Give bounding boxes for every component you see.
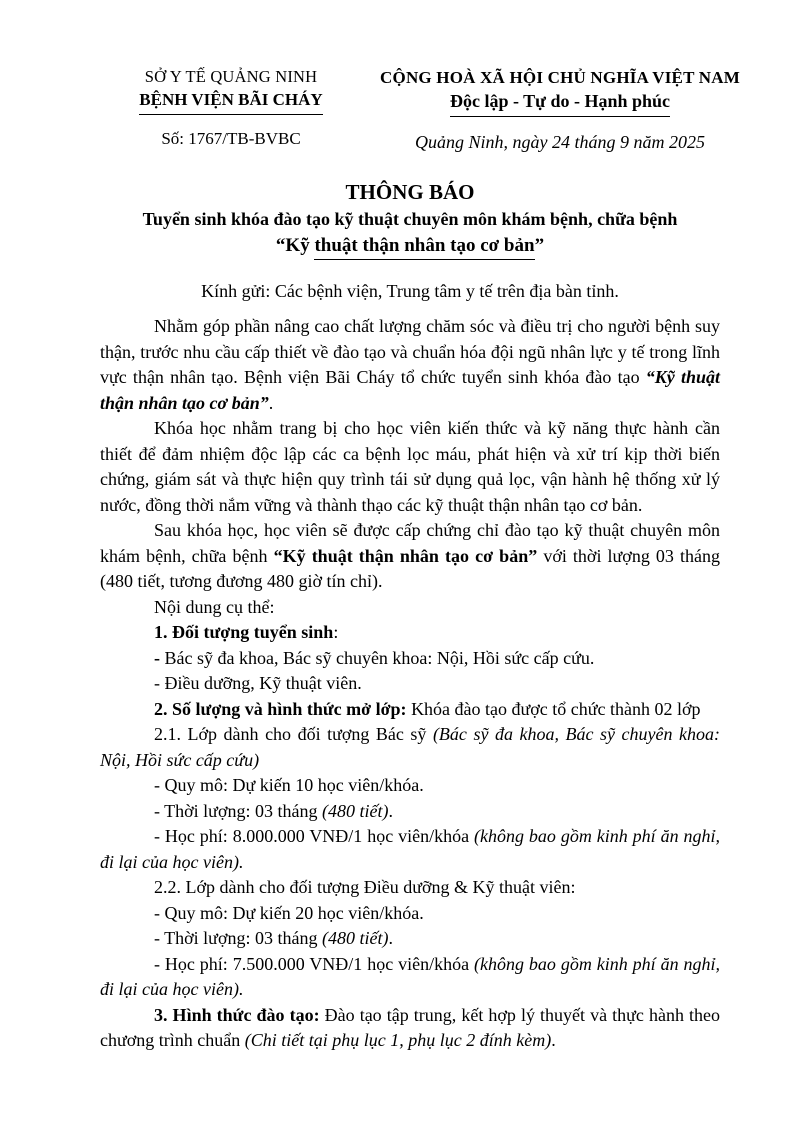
document-subtitle: Tuyển sinh khóa đào tạo kỹ thuật chuyên môn khám bệnh, chữa bệnh [142,209,678,229]
department-name: SỞ Y TẾ QUẢNG NINH [144,67,318,86]
paragraph-course-goal: Khóa học nhằm trang bị cho học viên kiến thức và kỹ năng thực hành cần thiết để đảm nhiệm độc lập các ca bệnh lọc máu, phát hiện và xử trí kịp thời biến chứng, giám sát và thực hiện quy trình tái sử dụng quả lọc, vận hành hệ thống xử lý nước, đồng thời nắm vững và thành thạo các kỹ thuật thận nhân tạo cơ bản. [100,418,720,515]
section1-item-doctors: - Bác sỹ đa khoa, Bác sỹ chuyên khoa: Nội, Hồi sức cấp cứu. [154,647,595,668]
national-title: CỘNG HOÀ XÃ HỘI CHỦ NGHĨA VIỆT NAM [380,68,740,87]
hospital-name: BỆNH VIỆN BÃI CHÁY [108,88,354,115]
national-header-block [370,66,750,153]
section2-2-scale: - Quy mô: Dự kiến 20 học viên/khóa. [154,902,424,923]
paragraph-certificate: Sau khóa học, học viên sẽ được cấp chứng chỉ đào tạo kỹ thuật chuyên môn khám bệnh, chữa bệnh “Kỹ thuật thận nhân tạo cơ bản” với thời lượng 03 tháng (480 tiết, tương đương 480 giờ tín chỉ). [100,520,721,591]
section2-1-heading: 2.1. Lớp dành cho đối tượng Bác sỹ (Bác sỹ đa khoa, Bác sỹ chuyên khoa: Nội, Hồi sức cấp cứu) [100,724,720,770]
document-subtitle-quoted: “Kỹ thuật thận nhân tạo cơ bản” [100,232,720,260]
salutation-line: Kính gửi: Các bệnh viện, Trung tâm y tế trên địa bàn tỉnh. [201,281,619,301]
section1-heading: 1. Đối tượng tuyển sinh: [154,622,339,642]
document-body [100,314,720,1054]
document-header [8,66,780,153]
section2-1-duration: - Thời lượng: 03 tháng (480 tiết). [154,800,393,821]
section2-2-duration: - Thời lượng: 03 tháng (480 tiết). [154,928,393,948]
document-number: Số: 1767/TB-BVBC [161,129,301,148]
national-motto: Độc lập - Tự do - Hạnh phúc [370,89,750,117]
section2-2-fee: - Học phí: 7.500.000 VNĐ/1 học viên/khóa (không bao gồm kinh phí ăn nghỉ, đi lại của học viên). [100,953,720,999]
section3-heading: 3. Hình thức đào tạo: Đào tạo tập trung, kết hợp lý thuyết và thực hành theo chương trình chuẩn (Chi tiết tại phụ lục 1, phụ lục 2 đính kèm). [100,1004,720,1050]
paragraph-content-intro: Nội dung cụ thể: [154,596,275,617]
section2-1-scale: - Quy mô: Dự kiến 10 học viên/khóa. [154,775,424,795]
section2-heading: 2. Số lượng và hình thức mở lớp: Khóa đào tạo được tổ chức thành 02 lớp [154,698,701,719]
place-dateline: Quảng Ninh, ngày 24 tháng 9 năm 2025 [415,132,705,152]
section1-item-nurses: - Điều dưỡng, Kỹ thuật viên. [154,673,362,693]
title-block [100,179,720,260]
section2-2-heading: 2.2. Lớp dành cho đối tượng Điều dưỡng & Kỹ thuật viên: [154,877,576,897]
document-title: THÔNG BÁO [345,180,475,204]
issuing-org-block [108,66,354,153]
paragraph-purpose: Nhằm góp phần nâng cao chất lượng chăm sóc và điều trị cho người bệnh suy thận, trước nhu cầu cấp thiết về đào tạo và chuẩn hóa đội ngũ nhân lực y tế trong lĩnh vực thận nhân tạo. Bệnh viện Bãi Cháy tổ chức tuyển sinh khóa đào tạo “Kỹ thuật thận nhân tạo cơ bản”. [100,316,720,413]
section2-1-fee: - Học phí: 8.000.000 VNĐ/1 học viên/khóa (không bao gồm kinh phí ăn nghỉ, đi lại của học viên). [100,826,720,872]
